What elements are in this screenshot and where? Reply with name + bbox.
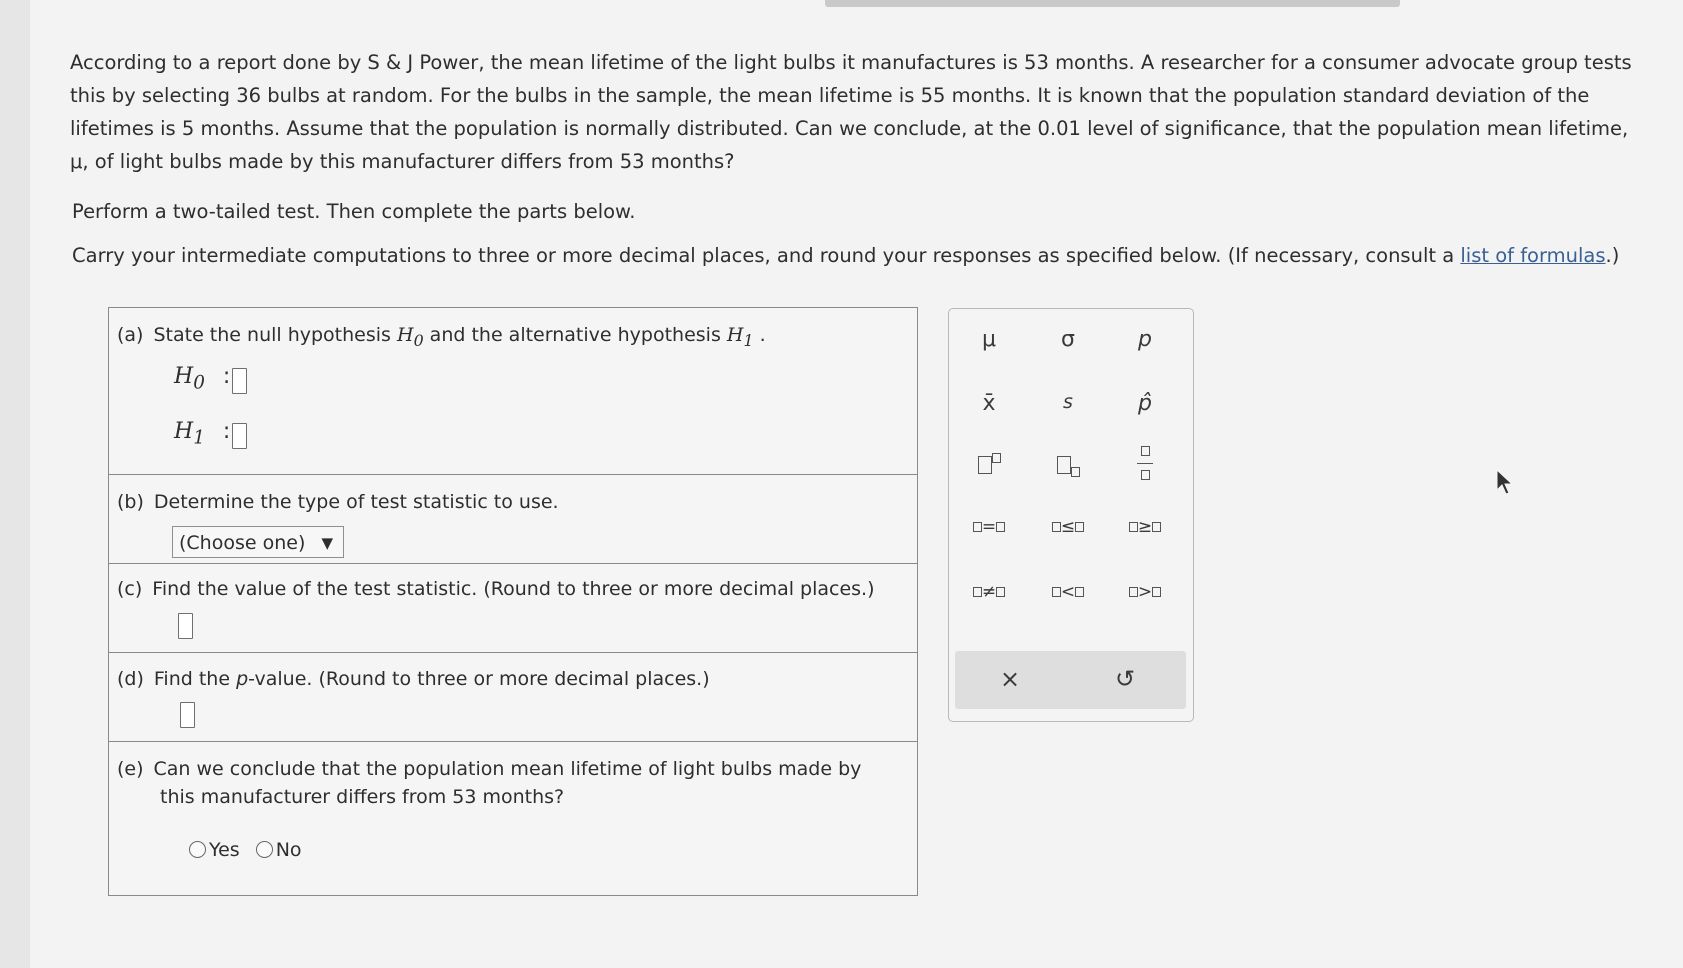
p-hat-button[interactable]: p̂ [1138, 391, 1152, 416]
top-scrollbar[interactable] [825, 0, 1400, 7]
part-a [109, 308, 917, 475]
part-e-label: (e) [117, 758, 144, 780]
part-c-label: (c) [117, 578, 143, 600]
symbol-palette [948, 308, 1194, 722]
greater-than-button[interactable]: > [1115, 582, 1175, 602]
instruction-rounding-suffix: .) [1605, 244, 1620, 267]
test-statistic-answer-box[interactable] [178, 613, 193, 639]
select-value: (Choose one) [179, 532, 306, 554]
superscript-button[interactable] [959, 452, 1019, 477]
radio-icon[interactable] [256, 841, 273, 858]
h1-colon: : [222, 419, 231, 444]
less-than-button[interactable]: < [1038, 582, 1098, 602]
formulas-link[interactable]: list of formulas [1460, 244, 1606, 267]
equals-button[interactable]: = [959, 517, 1019, 537]
box-icon [978, 456, 992, 474]
h1-symbol: $H_1$ [726, 324, 754, 350]
yes-option[interactable] [189, 839, 240, 861]
part-c-prompt [117, 578, 875, 600]
x-bar-button[interactable]: x̄ [982, 391, 996, 416]
part-b [109, 474, 917, 564]
part-c [109, 563, 917, 653]
radio-icon[interactable] [189, 841, 206, 858]
question-text [70, 46, 1640, 178]
less-equal-button[interactable]: ≤ [1038, 517, 1098, 537]
parts-panel [108, 307, 918, 896]
p-value-answer-box[interactable] [180, 702, 195, 728]
part-e [109, 741, 917, 895]
not-equal-button[interactable]: ≠ [959, 582, 1019, 602]
fraction-bar-icon [1137, 463, 1153, 464]
box-icon [1057, 456, 1071, 474]
box-icon [992, 453, 1001, 463]
h1-row [174, 419, 230, 448]
mu-button[interactable]: μ [982, 327, 996, 352]
part-a-label: (a) [117, 324, 144, 346]
part-a-text-suffix: . [753, 324, 766, 346]
part-b-label: (b) [117, 491, 144, 513]
instruction-two-tailed: Perform a two-tailed test. Then complete the parts below. [72, 200, 636, 223]
h1-label: $H_1$ [174, 419, 205, 449]
no-option[interactable] [256, 839, 302, 861]
part-e-text-line1: Can we conclude that the population mean lifetime of light bulbs made by [153, 758, 862, 780]
mouse-cursor-icon [1495, 468, 1517, 496]
h0-answer-box[interactable] [232, 368, 247, 394]
undo-icon[interactable]: ↺ [1114, 665, 1136, 693]
part-a-text-middle: and the alternative hypothesis [423, 324, 727, 346]
subscript-button[interactable] [1038, 452, 1098, 477]
no-label: No [275, 839, 302, 861]
chevron-down-icon: ▼ [321, 534, 333, 552]
h0-row [174, 364, 230, 393]
box-icon [1141, 446, 1150, 456]
h0-colon: : [222, 364, 231, 389]
part-d-label: (d) [117, 668, 144, 690]
part-b-prompt [117, 491, 559, 513]
p-button[interactable]: p [1138, 327, 1152, 352]
instruction-rounding-prefix: Carry your intermediate computations to three or more decimal places, and round your responses as specified below. (If necessary, consult a [72, 244, 1461, 267]
part-e-prompt [117, 755, 861, 811]
s-button[interactable]: s [1063, 391, 1073, 413]
yes-label: Yes [209, 839, 240, 861]
h0-label: $H_0$ [174, 364, 205, 394]
part-d [109, 652, 917, 742]
clear-icon[interactable]: × [999, 665, 1021, 693]
box-icon [1071, 467, 1080, 477]
conclusion-options [189, 839, 312, 861]
part-d-prompt [117, 668, 710, 690]
part-b-text: Determine the type of test statistic to use. [153, 491, 559, 513]
instruction-rounding [72, 244, 1619, 267]
part-d-text-suffix: -value. (Round to three or more decimal places.) [248, 668, 710, 690]
part-a-text-prefix: State the null hypothesis [153, 324, 397, 346]
test-statistic-select[interactable] [172, 526, 344, 558]
part-c-text: Find the value of the test statistic. (Round to three or more decimal places.) [152, 578, 875, 600]
part-e-text-line2: this manufacturer differs from 53 months? [160, 786, 565, 808]
h0-symbol: $H_0$ [396, 324, 424, 350]
part-d-text-italic: p [236, 668, 249, 690]
part-a-prompt [117, 324, 766, 350]
palette-actions [955, 651, 1186, 709]
box-icon [1141, 470, 1150, 480]
part-d-text-prefix: Find the [153, 668, 237, 690]
greater-equal-button[interactable]: ≥ [1115, 517, 1175, 537]
sigma-button[interactable]: σ [1061, 327, 1075, 352]
h1-answer-box[interactable] [232, 423, 247, 449]
fraction-button[interactable] [1115, 445, 1175, 481]
question-paragraph: According to a report done by S & J Power, the mean lifetime of the light bulbs it manufactures is 53 months. A researcher for a consumer advocate group tests this by selecting 36 bulbs at random. For the bulbs in the sample, the mean lifetime is 55 months. It is known that the population standard deviation of the lifetimes is 5 months. Assume that the population is normally distributed. Can we conclude, at the 0.01 level of significance, that the population mean lifetime, μ, of light bulbs made by this manufacturer differs from 53 months? [70, 51, 1632, 173]
